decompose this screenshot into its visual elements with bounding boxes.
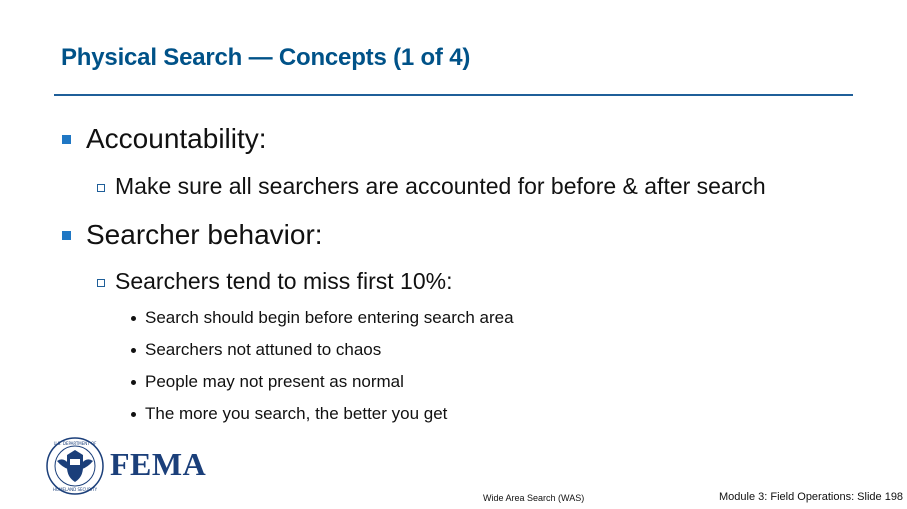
dot-bullet-icon xyxy=(131,412,136,417)
slide-title: Physical Search — Concepts (1 of 4) xyxy=(61,44,471,71)
dot-bullet-icon xyxy=(131,316,136,321)
dot-bullet-icon xyxy=(131,348,136,353)
title-divider xyxy=(54,94,853,96)
square-bullet-icon xyxy=(62,135,71,144)
square-bullet-icon xyxy=(62,231,71,240)
hollow-square-bullet-icon xyxy=(97,279,105,287)
sub-bullet-label: Searchers tend to miss first 10%: xyxy=(115,268,453,294)
footer-course: Wide Area Search (WAS) xyxy=(483,493,585,503)
fema-wordmark: FEMA xyxy=(110,446,207,482)
dot-bullet-icon xyxy=(131,380,136,385)
footer-slide-ref: Module 3: Field Operations: Slide 198 xyxy=(719,491,904,503)
hollow-square-bullet-icon xyxy=(97,184,105,192)
dhs-seal-icon xyxy=(46,437,104,495)
bullet-label: Searcher behavior: xyxy=(86,219,323,250)
fema-logo xyxy=(46,437,216,495)
sub-bullet-label: Make sure all searchers are accounted for before & after search xyxy=(115,173,766,199)
svg-text:U.S. DEPARTMENT OF: U.S. DEPARTMENT OF xyxy=(53,441,97,446)
bullet-label: Accountability: xyxy=(86,123,267,154)
svg-text:HOMELAND SECURITY: HOMELAND SECURITY xyxy=(52,487,98,492)
